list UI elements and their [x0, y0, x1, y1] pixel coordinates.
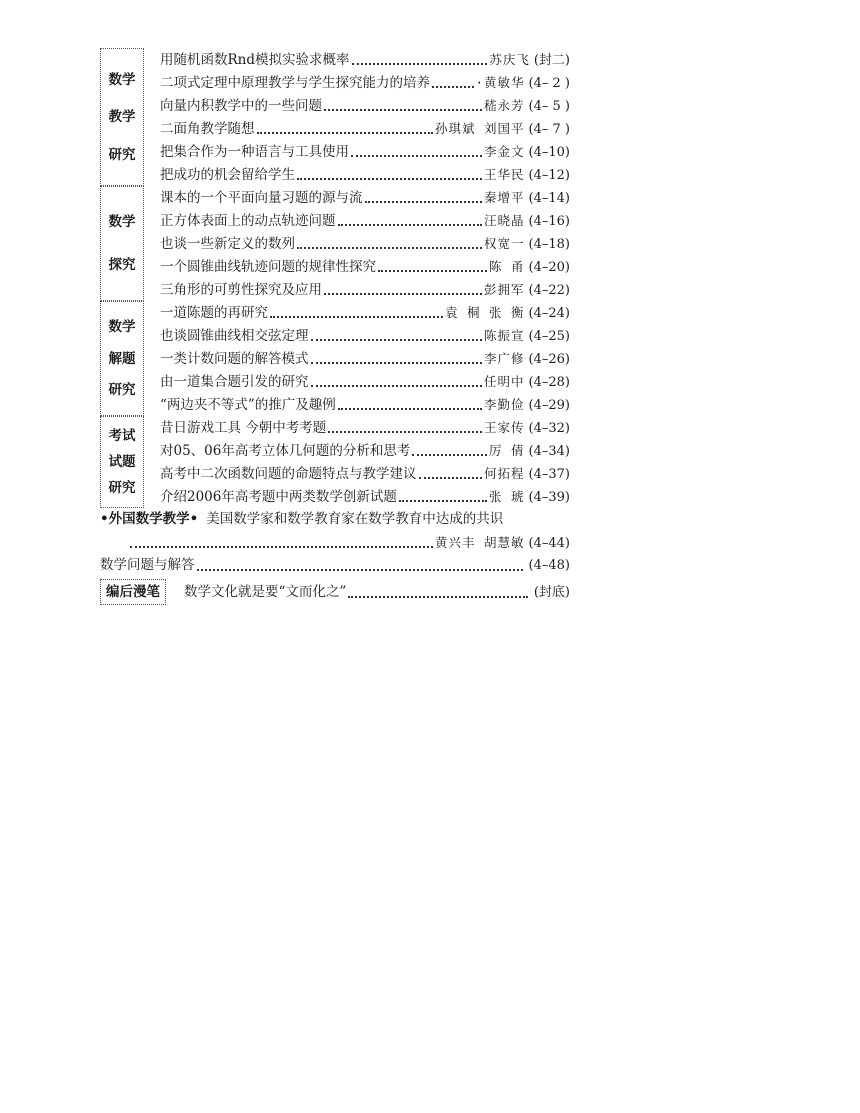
- toc-section: [100, 186, 570, 301]
- leader-dots: [297, 177, 482, 180]
- entry-page: (4–25): [528, 329, 570, 344]
- entry-title: 昔日游戏工具 今朝中考考题: [160, 420, 327, 436]
- section-label: [100, 48, 144, 186]
- foreign-title[interactable]: 美国数学家和数学教育家在数学教育中达成的共识: [206, 511, 504, 527]
- editor-title: 数学文化就是要“文而化之”: [184, 583, 347, 600]
- entry-page: (4– 5 ): [528, 99, 570, 114]
- section-label: [100, 186, 144, 301]
- entry-title: 由一道集合题引发的研究: [160, 374, 309, 390]
- entry-page: (4–22): [528, 283, 570, 298]
- toc-entry[interactable]: [160, 140, 570, 163]
- section-entries: [160, 48, 570, 186]
- entry-author: 陈振宣: [484, 328, 525, 343]
- entry-title: 介绍2006年高考题中两类数学创新试题: [160, 489, 397, 505]
- entry-page: (4–39): [528, 490, 570, 505]
- entry-author: 张 琥: [489, 489, 525, 504]
- problems-entry[interactable]: [100, 554, 570, 577]
- leader-dots: [311, 384, 483, 387]
- entry-title: 一类计数问题的解答模式: [160, 351, 309, 367]
- editor-entry[interactable]: [184, 581, 570, 604]
- entry-title: 把集合作为一种语言与工具使用: [160, 144, 349, 160]
- toc-entry[interactable]: [160, 324, 570, 347]
- problems-page: (4–48): [528, 558, 570, 573]
- section-label-line: 数学: [108, 318, 136, 335]
- toc-entry[interactable]: [160, 209, 570, 232]
- entry-author: 孙琪斌 刘国平: [435, 121, 525, 136]
- entry-page: (4– 2 ): [528, 76, 570, 91]
- entry-page: (4–34): [528, 444, 570, 459]
- section-label-line: 数学: [108, 214, 136, 231]
- toc-entry[interactable]: [160, 370, 570, 393]
- entry-page: (4–12): [528, 168, 570, 183]
- entry-title: 一道陈题的再研究: [160, 305, 268, 321]
- leader-dots: [348, 595, 528, 598]
- entry-author: 李广修: [484, 351, 525, 366]
- editor-label: 编后漫笔: [100, 579, 166, 605]
- section-entries: [160, 416, 570, 508]
- entry-page: (4–24): [528, 306, 570, 321]
- toc-section: [100, 301, 570, 416]
- entry-author: 厉 倩: [489, 443, 525, 458]
- toc-entry[interactable]: [160, 393, 570, 416]
- entry-title: 也谈圆锥曲线相交弦定理: [160, 328, 309, 344]
- foreign-tag: •外国数学教学•: [100, 511, 199, 527]
- leader-dots: [311, 338, 483, 341]
- entry-page: (4–18): [528, 237, 570, 252]
- entry-page: (4–28): [528, 375, 570, 390]
- toc-entry[interactable]: [160, 71, 570, 94]
- entry-author: 李勤俭: [484, 397, 525, 412]
- leader-dots: [297, 246, 482, 249]
- toc-section: [100, 48, 570, 186]
- entry-title: 也谈一些新定义的数列: [160, 236, 295, 252]
- section-label-line: 数学: [108, 71, 136, 88]
- section-label-line: 考试: [108, 428, 136, 444]
- entry-author: 何拓程: [484, 466, 525, 481]
- entry-page: (封二): [533, 53, 570, 68]
- foreign-heading: [100, 508, 570, 531]
- entry-page: (4– 7 ): [528, 122, 570, 137]
- leader-dots: [352, 62, 488, 65]
- leader-dots: [311, 361, 483, 364]
- entry-page: (4–32): [528, 421, 570, 436]
- entry-author: ·黄敏华: [475, 75, 525, 90]
- foreign-author: 黄兴丰 胡慧敏: [435, 535, 525, 550]
- toc-entry[interactable]: [160, 462, 570, 485]
- entry-page: (4–26): [528, 352, 570, 367]
- section-label-line: 教学: [108, 109, 136, 125]
- entry-page: (4–14): [528, 191, 570, 206]
- leader-dots: [130, 545, 433, 548]
- entry-page: (4–29): [528, 398, 570, 413]
- toc-entry[interactable]: [160, 163, 570, 186]
- entry-title: 二面角教学随想: [160, 121, 255, 137]
- problems-title: 数学问题与解答: [100, 557, 195, 573]
- entry-page: (4–37): [528, 467, 570, 482]
- entry-page: (4–20): [528, 260, 570, 275]
- toc-entry[interactable]: [160, 485, 570, 508]
- leader-dots: [419, 476, 483, 479]
- entry-page: (4–16): [528, 214, 570, 229]
- entry-author: 王华民: [484, 167, 525, 182]
- leader-dots: [324, 292, 482, 295]
- section-label-line: 研究: [108, 480, 136, 496]
- foreign-byline: [100, 531, 570, 554]
- toc-entry[interactable]: [160, 347, 570, 370]
- leader-dots: [197, 568, 523, 571]
- toc-entry[interactable]: [160, 232, 570, 255]
- toc-entry[interactable]: [160, 117, 570, 140]
- leader-dots: [399, 499, 487, 502]
- section-label: [100, 301, 144, 416]
- entry-author: 汪晓晶: [484, 213, 525, 228]
- entry-title: 高考中二次函数问题的命题特点与教学建议: [160, 466, 417, 482]
- leader-dots: [338, 223, 483, 226]
- toc-entry[interactable]: [160, 416, 570, 439]
- foreign-section: [100, 508, 570, 554]
- toc-entry[interactable]: [160, 48, 570, 71]
- leader-dots: [328, 430, 482, 433]
- leader-dots: [365, 200, 483, 203]
- leader-dots: [351, 154, 482, 157]
- entry-author: 权宽一: [484, 236, 525, 251]
- toc-entry[interactable]: [160, 439, 570, 462]
- toc-entry[interactable]: [160, 278, 570, 301]
- leader-dots: [412, 453, 487, 456]
- leader-dots: [378, 269, 487, 272]
- entry-author: 秦增平: [484, 190, 525, 205]
- section-label-line: 研究: [108, 382, 136, 399]
- section-entries: [160, 301, 570, 416]
- entry-page: (4–10): [528, 145, 570, 160]
- toc-section: [100, 416, 570, 508]
- section-label-line: 探究: [108, 256, 136, 273]
- entry-author: 王家传: [484, 420, 525, 435]
- leader-dots: [324, 108, 482, 111]
- toc-entry[interactable]: [160, 186, 570, 209]
- entry-author: 嵇永芳: [484, 98, 525, 113]
- toc-entry[interactable]: [160, 301, 570, 324]
- editor-section: [100, 579, 570, 605]
- entry-title: 三角形的可剪性探究及应用: [160, 282, 322, 298]
- section-label-line: 解题: [108, 350, 136, 367]
- leader-dots: [270, 315, 443, 318]
- entry-author: 彭拥军: [484, 282, 525, 297]
- entry-title: 用随机函数Rnd模拟实验求概率: [160, 52, 350, 68]
- section-label: [100, 416, 144, 508]
- entry-author: 李金文: [484, 144, 525, 159]
- entry-title: 二项式定理中原理教学与学生探究能力的培养: [160, 75, 430, 91]
- entry-title: 对05、06年高考立体几何题的分析和思考: [160, 443, 411, 459]
- entry-title: 向量内积教学中的一些问题: [160, 98, 322, 114]
- entry-title: 正方体表面上的动点轨迹问题: [160, 213, 336, 229]
- entry-author: 袁 桐 张 衡: [444, 305, 525, 320]
- entry-title: 一个圆锥曲线轨迹问题的规律性探究: [160, 259, 376, 275]
- toc-entry[interactable]: [160, 255, 570, 278]
- toc-entry[interactable]: [160, 94, 570, 117]
- entry-title: 把成功的机会留给学生: [160, 167, 295, 183]
- entry-title: “两边夹不等式”的推广及趣例: [160, 397, 336, 413]
- toc-sections: [100, 48, 570, 508]
- leader-dots: [257, 131, 434, 134]
- leader-dots: [338, 407, 482, 410]
- entry-author: 任明中: [484, 374, 525, 389]
- section-entries: [160, 186, 570, 301]
- foreign-page: (4–44): [528, 536, 570, 551]
- leader-dots: [432, 85, 474, 88]
- table-of-contents: [100, 48, 570, 605]
- section-label-line: 试题: [108, 454, 136, 470]
- entry-title: 课本的一个平面向量习题的源与流: [160, 190, 363, 206]
- section-label-line: 研究: [108, 146, 136, 163]
- entry-author: 陈 甬: [489, 259, 525, 274]
- editor-page: (封底): [533, 584, 570, 600]
- entry-author: 苏庆飞: [489, 52, 530, 67]
